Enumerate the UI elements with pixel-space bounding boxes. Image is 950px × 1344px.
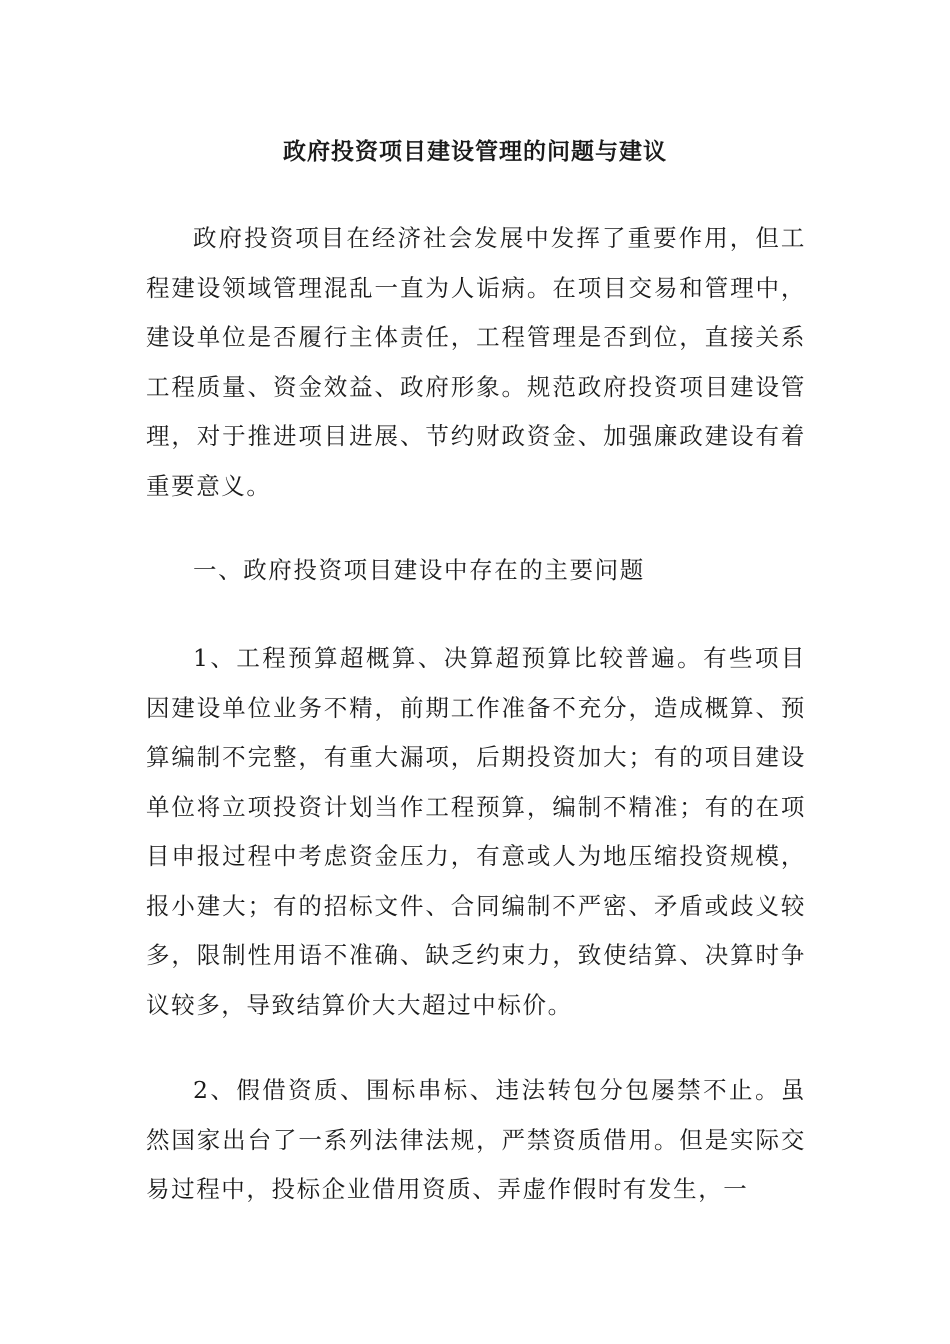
- problem-paragraph-1: 1、工程预算超概算、决算超预算比较普遍。有些项目因建设单位业务不精，前期工作准备不充分，造成概算、预算编制不完整，有重大漏项，后期投资加大；有的项目建设单位将立项投资计划当作工程预算，编制不精准；有的在项目申报过程中考虑资金压力，有意或人为地压缩投资规模，报小建大；有的招标文件、合同编制不严密、矛盾或歧义较多，限制性用语不准确、缺乏约束力，致使结算、决算时争议较多，导致结算价大大超过中标价。: [146, 644, 806, 1019]
- problem-paragraph-2: 2、假借资质、围标串标、违法转包分包屡禁不止。虽然国家出台了一系列法律法规，严禁资质借用。但是实际交易过程中，投标企业借用资质、弄虚作假时有发生，一: [146, 1076, 806, 1203]
- section-heading-1: 一、政府投资项目建设中存在的主要问题: [193, 556, 645, 584]
- intro-paragraph: 政府投资项目在经济社会发展中发挥了重要作用，但工程建设领域管理混乱一直为人诟病。在项目交易和管理中，建设单位是否履行主体责任，工程管理是否到位，直接关系工程质量、资金效益、政府形象。规范政府投资项目建设管理，对于推进项目进展、节约财政资金、加强廉政建设有着重要意义。: [146, 224, 806, 500]
- document-title: 政府投资项目建设管理的问题与建议: [283, 138, 667, 165]
